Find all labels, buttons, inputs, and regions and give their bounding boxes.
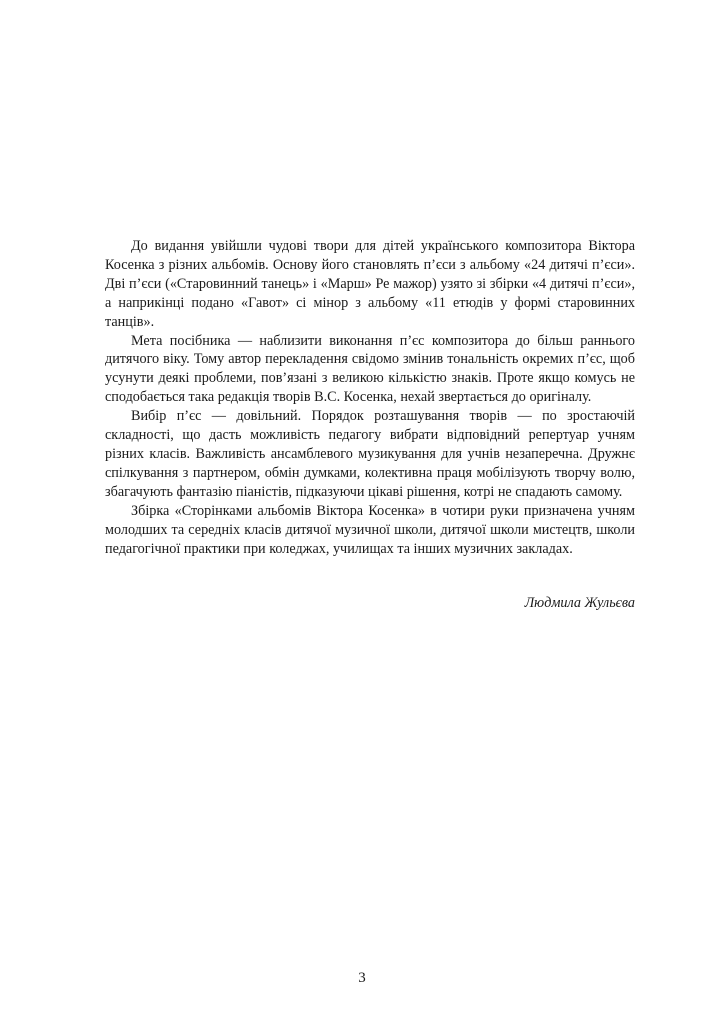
paragraph-purpose: Мета посібника — наблизити виконання п’єс композитора до більш раннього дитячого віку. Тому автор перекладення свідомо змінив тональність окремих п’єс, щоб усунути деякі проблеми, пов’язані з великою кількістю знаків. Проте якщо комусь не сподобається така редакція творів В.С. Косенка, нехай звертається до оригіналу.: [105, 332, 635, 406]
paragraph-intro: До видання увійшли чудові твори для дітей українського композитора Віктора Косенка з різних альбомів. Основу його становлять п’єси з альбому «24 дитячі п’єси». Дві п’єси («Старовинний танець» і «Марш» Ре мажор) узято зі збірки «4 дитячі п’єси», а наприкінці подано «Гавот» сі мінор з альбому «11 етюдів у формі старовинних танців».: [105, 238, 635, 330]
paragraph-selection: Вибір п’єс — довільний. Порядок розташування творів — по зростаючій складності, що дасть можливість педагогу вибрати відповідний репертуар учням різних класів. Важливість ансамблевого музикування для учнів незаперечна. Дружнє спілкування з партнером, обмін думками, колективна праця мобілізують творчу волю, збагачують фантазію піаністів, підказуючи цікаві рішення, котрі не спадають самому.: [105, 408, 635, 500]
author-signature: Людмила Жульєва: [524, 595, 635, 611]
page-number: 3: [358, 970, 366, 986]
paragraph-audience: Збірка «Сторінками альбомів Віктора Косенка» в чотири руки призначена учням молодших та середніх класів дитячої музичної школи, дитячої школи мистецтв, школи педагогічної практики при коледжах, училищах та інших музичних закладах.: [105, 502, 635, 557]
preface-text: [105, 237, 635, 558]
